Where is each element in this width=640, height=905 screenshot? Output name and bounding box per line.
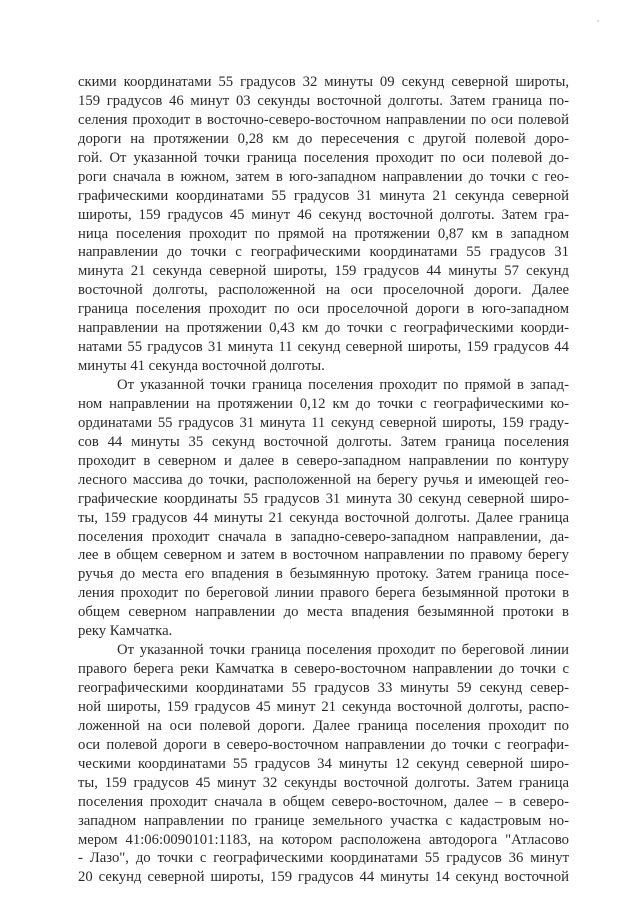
text-line: графические координаты 55 градусов 31 минута 30 секунд северной широ- <box>78 490 569 507</box>
text-line: общем северном направлении до места впадения безымянной протоки в <box>78 604 569 621</box>
text-line: дороги на протяжении 0,28 км до пересечения с другой полевой доро- <box>78 130 569 147</box>
text-line: ложенной на оси полевой дороги. Далее граница поселения проходит по <box>78 717 569 734</box>
text-line: граница поселения проходит по оси проселочной дороги в юго-западном <box>78 301 569 318</box>
text-line: поселения проходит сначала в западно-северо-западном направлении, да- <box>78 528 569 545</box>
text-line: От указанной точки граница поселения проходит по береговой линии <box>117 642 569 659</box>
text-line: ты, 159 градусов 44 минуты 21 секунда восточной долготы. Далее граница <box>78 509 569 526</box>
text-line: 20 секунд северной широты, 159 градусов 44 минуты 14 секунд восточной <box>78 869 569 886</box>
text-line: ты, 159 градусов 45 минут 32 секунды восточной долготы. Затем граница <box>78 774 569 791</box>
text-line: ница поселения проходит по прямой на протяжении 0,87 км в западном <box>78 225 569 242</box>
scan-speck <box>597 20 599 22</box>
text-line: роги сначала в южном, затем в юго-западном направлении до точки с гео- <box>78 168 569 185</box>
text-line: лее в общем северном и затем в восточном направлении по правому берегу <box>78 547 569 564</box>
text-line: проходит в северном и далее в северо-западном направлении по контуру <box>78 452 569 469</box>
text-line: восточной долготы, расположенной на оси проселочной дороги. Далее <box>78 282 569 299</box>
text-line: минута 21 секунда северной широты, 159 градусов 44 минуты 57 секунд <box>78 263 569 280</box>
text-line: ординатами 55 градусов 31 минута 11 секунд северной широты, 159 граду- <box>78 414 569 431</box>
text-line: графическими координатами 55 градусов 31 минута 21 секунда северной <box>78 187 569 204</box>
text-line: ческими координатами 55 градусов 34 минуты 12 секунд северной широ- <box>78 755 569 772</box>
text-line: селения проходит в восточно-северо-восточном направлении по оси полевой <box>78 111 569 128</box>
text-line: скими координатами 55 градусов 32 минуты 09 секунд северной широты, <box>78 74 569 90</box>
text-line: мером 41:06:0090101:1183, на котором расположена автодорога "Атласово <box>78 831 569 848</box>
text-line: ной широты, 159 градусов 45 минут 21 секунда восточной долготы, распо- <box>78 698 569 715</box>
text-line: западном направлении по границе земельного участка с кадастровым но- <box>78 812 569 829</box>
text-line: широты, 159 градусов 45 минут 46 секунд восточной долготы. Затем гра- <box>78 206 569 223</box>
text-line: ручья до места его впадения в безымянную протоку. Затем граница посе- <box>78 566 569 583</box>
text-line: 159 градусов 46 минут 03 секунды восточной долготы. Затем граница по- <box>78 92 569 109</box>
text-line: сов 44 минуты 35 секунд восточной долготы. Затем граница поселения <box>78 433 569 450</box>
text-line: ления проходит по береговой линии правого берега безымянной протоки в <box>78 585 569 602</box>
text-line: От указанной точки граница поселения проходит по прямой в запад- <box>117 377 569 393</box>
text-line: правого берега реки Камчатка в северо-восточном направлении до точки с <box>78 661 569 678</box>
text-line: - Лазо", до точки с географическими координатами 55 градусов 36 минут <box>78 850 569 867</box>
text-line: лесного массива до точки, расположенной на берегу ручья и имеющей гео- <box>78 471 569 488</box>
text-line: направлении до точки с географическими координатами 55 градусов 31 <box>78 244 569 261</box>
text-line: реку Камчатка. <box>78 623 173 640</box>
text-line: ном направлении на протяжении 0,12 км до точки с географическими ко- <box>78 395 569 412</box>
text-line: гой. От указанной точки граница поселения проходит по оси полевой до- <box>78 149 569 166</box>
text-line: поселения проходит сначала в общем северо-восточном, далее – в северо- <box>78 793 569 810</box>
text-line: географическими координатами 55 градусов 33 минуты 59 секунд север- <box>78 680 569 696</box>
text-line: оси полевой дороги в северо-восточном направлении до точки с географи- <box>78 736 569 753</box>
document-body <box>78 73 569 887</box>
text-line: натами 55 градусов 31 минута 11 секунд северной широты, 159 градусов 44 <box>78 339 569 356</box>
text-line: направлении на протяжении 0,43 км до точки с географическими коорди- <box>78 320 569 337</box>
text-line: минуты 41 секунда восточной долготы. <box>78 358 325 375</box>
